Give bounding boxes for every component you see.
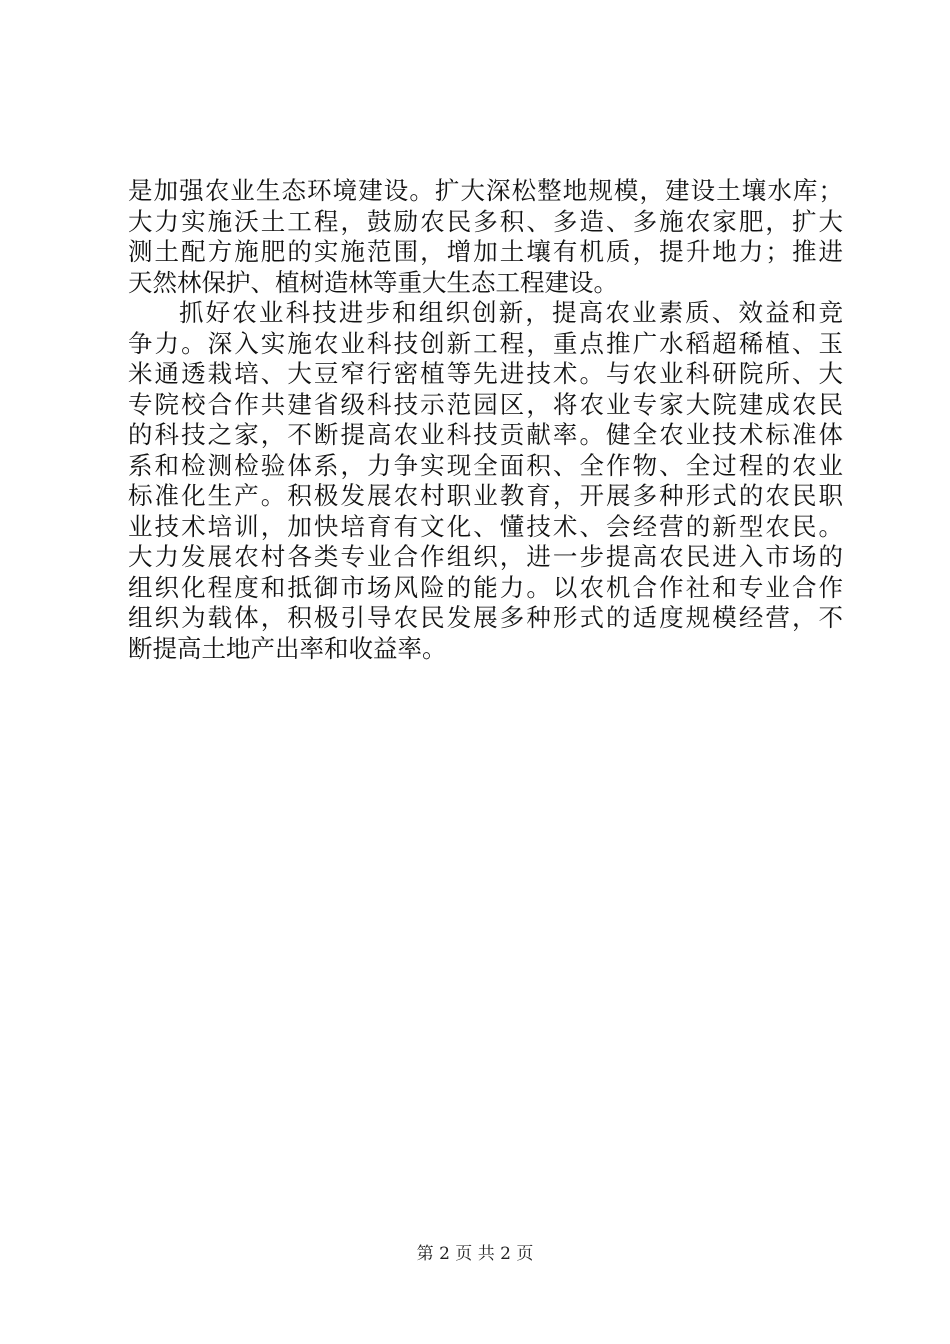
text-line: 组织为载体，积极引导农民发展多种形式的适度规模经营，不 [128, 603, 843, 632]
text-line: 组织化程度和抵御市场风险的能力。以农机合作社和专业合作 [128, 572, 843, 602]
page-footer: 第 2 页 共 2 页 [416, 1244, 534, 1264]
text-line: 抓好农业科技进步和组织创新，提高农业素质、效益和竞 [179, 298, 843, 327]
document-body [128, 176, 843, 664]
text-line: 测土配方施肥的实施范围，增加土壤有机质，提升地力；推进 [128, 237, 843, 266]
text-line: 系和检测检验体系，力争实现全面积、全作物、全过程的农业 [128, 450, 843, 480]
text-line: 大力发展农村各类专业合作组织，进一步提高农民进入市场的 [128, 542, 843, 571]
text-line: 标准化生产。积极发展农村职业教育，开展多种形式的农民职 [128, 481, 843, 510]
text-line: 争力。深入实施农业科技创新工程，重点推广水稻超稀植、玉 [128, 328, 843, 358]
text-line: 大力实施沃土工程，鼓励农民多积、多造、多施农家肥，扩大 [128, 206, 843, 236]
text-line: 天然林保护、植树造林等重大生态工程建设。 [128, 267, 618, 297]
text-line: 业技术培训，加快培育有文化、懂技术、会经营的新型农民。 [128, 511, 843, 541]
text-line: 的科技之家，不断提高农业科技贡献率。健全农业技术标准体 [128, 420, 843, 449]
text-line: 是加强农业生态环境建设。扩大深松整地规模，建设土壤水库； [128, 176, 843, 205]
text-line: 断提高土地产出率和收益率。 [128, 633, 447, 663]
text-line: 专院校合作共建省级科技示范园区，将农业专家大院建成农民 [128, 389, 843, 419]
text-line: 米通透栽培、大豆窄行密植等先进技术。与农业科研院所、大 [128, 359, 843, 388]
